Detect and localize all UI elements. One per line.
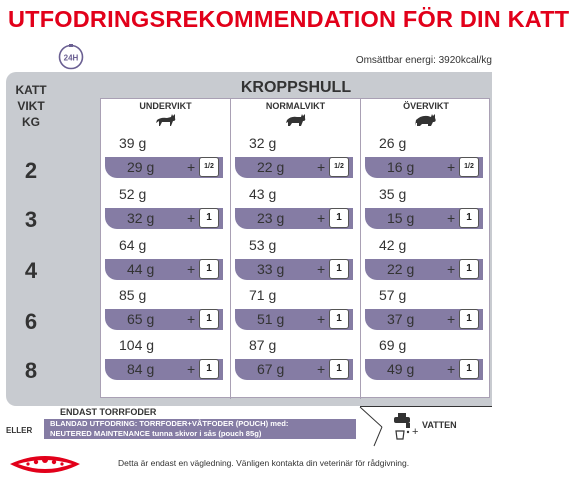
pouch-icon: 1 [459,208,479,228]
pouch-icon: 1 [199,359,219,379]
legend-mixed-line2: NEUTERED MAINTENANCE tunna skivor i sås (pouch 85g) [50,429,262,438]
mixed-amount: 49 g [387,361,415,377]
column-header: UNDERVIKT [139,101,192,111]
dry-amount: 32 g [249,135,277,151]
plus-sign: + [447,210,456,226]
feeding-cell [105,133,225,179]
legend-arrow [360,407,382,446]
column-header: ÖVERVIKT [403,101,449,111]
water-plus: + [412,426,419,438]
plus-sign: + [187,361,196,377]
pouch-icon: 1 [199,259,219,279]
feeding-cell [105,335,225,381]
weight-header-line: KG [22,115,40,129]
column-underweight [101,99,231,399]
pouch-icon: 1 [459,309,479,329]
heavy-cat-icon [413,113,439,127]
dry-amount: 71 g [249,287,277,303]
mixed-amount: 51 g [257,311,285,327]
thin-cat-icon [153,113,179,127]
dry-amount: 57 g [379,287,407,303]
mixed-amount: 84 g [127,361,155,377]
normal-cat-icon [283,113,309,127]
weight-header [6,82,56,130]
dry-amount: 43 g [249,186,277,202]
pouch-icon: 1 [329,309,349,329]
feeding-cell [105,285,225,331]
weight-value: 8 [24,358,38,383]
feeding-cell [235,285,355,331]
feeding-table [100,98,490,398]
weight-header-line: VIKT [17,99,45,113]
dry-amount: 53 g [249,237,277,253]
feeding-cell [365,335,485,381]
pouch-icon: 1 [459,259,479,279]
legend-or: ELLER [6,426,33,435]
weight-value: 3 [24,207,38,232]
clock-label: 24H [63,53,79,63]
feeding-cell [365,133,485,179]
pouch-icon: 1/2 [199,157,219,177]
footer-disclaimer: Detta är endast en vägledning. Vänligen kontakta din veterinär för rådgivning. [118,458,410,468]
mixed-amount: 22 g [387,261,415,277]
royal-canin-logo [8,452,82,482]
weight-header-line: KATT [15,83,47,97]
pouch-icon: 1 [329,208,349,228]
pouch-icon: 1 [329,259,349,279]
legend-dry-only: ENDAST TORRFODER [60,407,157,417]
mixed-amount: 37 g [387,311,415,327]
plus-sign: + [317,159,326,175]
weight-value: 6 [24,309,38,334]
feeding-cell [235,235,355,281]
legend-mixed-line1: BLANDAD UTFODRING: TORRFODER+VÅTFODER (POUCH) med: [50,419,289,428]
plus-sign: + [447,311,456,327]
dry-amount: 87 g [249,337,277,353]
plus-sign: + [317,311,326,327]
plus-sign: + [317,210,326,226]
mixed-amount: 44 g [127,261,155,277]
weight-value: 2 [24,158,38,183]
water-faucet-icon [394,413,410,439]
body-condition-header: KROPPSHULL [240,79,352,96]
plus-sign: + [187,261,196,277]
plus-sign: + [317,261,326,277]
clock-24h-icon [58,44,84,70]
dry-amount: 64 g [119,237,147,253]
plus-sign: + [187,159,196,175]
pouch-icon: 1/2 [329,157,349,177]
column-overweight [361,99,491,399]
mixed-amount: 16 g [387,159,415,175]
feeding-cell [365,184,485,230]
dry-amount: 39 g [119,135,147,151]
legend-water: VATTEN [422,420,457,430]
plus-sign: + [187,311,196,327]
dry-amount: 35 g [379,186,407,202]
plus-sign: + [187,210,196,226]
pouch-icon: 1/2 [459,157,479,177]
pouch-icon: 1 [329,359,349,379]
energy-text: Omsättbar energi: 3920kcal/kg [355,55,492,66]
feeding-cell [235,184,355,230]
dry-amount: 69 g [379,337,407,353]
feeding-cell [235,133,355,179]
mixed-amount: 29 g [127,159,155,175]
feeding-cell [235,335,355,381]
mixed-amount: 15 g [387,210,415,226]
feeding-cell [105,235,225,281]
feeding-cell [105,184,225,230]
dry-amount: 104 g [119,337,155,353]
plus-sign: + [447,361,456,377]
plus-sign: + [317,361,326,377]
pouch-icon: 1 [199,208,219,228]
feeding-cell [365,285,485,331]
mixed-amount: 67 g [257,361,285,377]
column-header: NORMALVIKT [265,101,326,111]
mixed-amount: 23 g [257,210,285,226]
dry-amount: 42 g [379,237,407,253]
plus-sign: + [447,261,456,277]
weight-value: 4 [24,258,38,283]
mixed-amount: 65 g [127,311,155,327]
page-title: UTFODRINGSREKOMMENDATION FÖR DIN KATT [8,6,569,32]
pouch-icon: 1 [459,359,479,379]
mixed-amount: 22 g [257,159,285,175]
plus-sign: + [447,159,456,175]
column-normal [231,99,361,399]
dry-amount: 52 g [119,186,147,202]
mixed-amount: 33 g [257,261,285,277]
feeding-cell [365,235,485,281]
dry-amount: 85 g [119,287,147,303]
mixed-amount: 32 g [127,210,155,226]
pouch-icon: 1 [199,309,219,329]
dry-amount: 26 g [379,135,407,151]
